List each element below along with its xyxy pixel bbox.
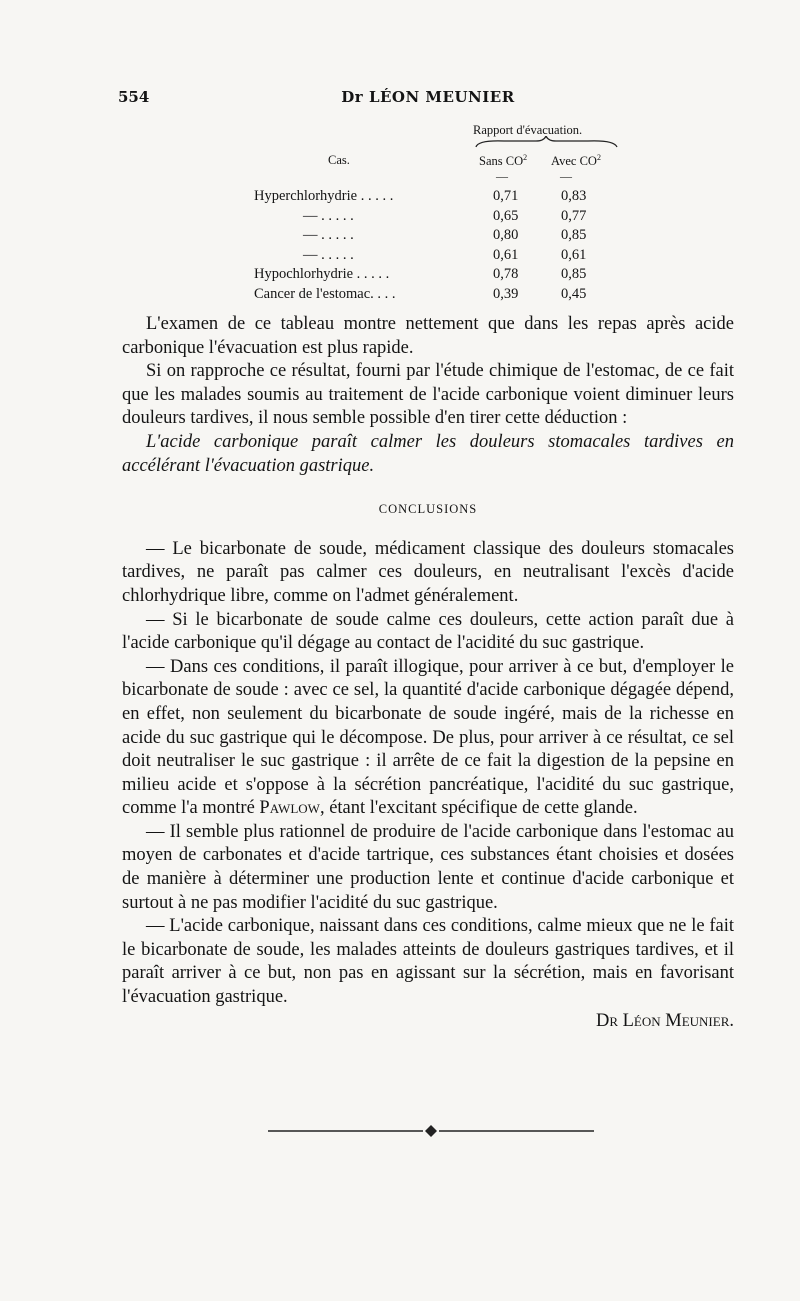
table-body bbox=[248, 188, 618, 305]
paragraph: Si on rapproche ce résultat, fourni par l'étude chimique de l'estomac, de ce fait que les malades soumis au traitement de l'acide carbonique voient diminuer leurs douleurs tardives, il nous semble possible d'en tirer cette déduction : bbox=[122, 361, 734, 429]
header-dash: — bbox=[560, 169, 572, 183]
author-surname: LÉON MEUNIER bbox=[368, 88, 515, 106]
paragraph: L'examen de ce tableau montre nettement que dans les repas après acide carbonique l'évacuation est plus rapide. bbox=[122, 314, 734, 358]
table-row: — . . . . . 0,65 0,77 bbox=[303, 207, 587, 224]
conclusion-statement: L'acide carbonique paraît calmer les douleurs stomacales tardives en accélérant l'évacuation gastrique. bbox=[122, 431, 734, 476]
table-row: — . . . . . 0,80 0,85 bbox=[303, 227, 587, 243]
sans-co2-header: Sans $CO^2$ bbox=[479, 153, 528, 169]
conclusion-item: — Dans ces conditions, il paraît illogique, pour arriver à ce but, d'employer le bicarbonate de soude : avec ce sel, la quantité d'acide carbonique dégagée dépend, en effet, non seulement du bicarbonate de soude ingéré, mais de la richesse en acide du suc gastrique qui le décompose. De plus, pour arriver à ce résultat, ce sel doit neutraliser le suc gastrique : il arrête de ce fait la digestion de la pepsine en milieu acide et s'oppose à la sécrétion pancréatique, l'acidité du suc gastrique, comme l'a montré Pawlow, étant l'excitant spécifique de cette glande. bbox=[122, 656, 734, 819]
avec-co2-header: Avec $CO^2$ bbox=[551, 153, 601, 169]
conclusion-item: — Il semble plus rationnel de produire de l'acide carbonique dans l'estomac au moyen de carbonates et d'acide tartrique, ces substances étant choisies et dosées de manière à déterminer une production lente et continue d'acide carbonique et surtout à ne pas modifier l'acidité du suc gastrique. bbox=[122, 821, 734, 913]
table-row: Cancer de l'estomac. . . . 0,39 0,45 bbox=[254, 285, 587, 302]
page-header bbox=[118, 88, 738, 110]
running-head bbox=[118, 88, 738, 106]
header-dash: — bbox=[496, 169, 508, 183]
signature: Dr Léon Meunier. bbox=[595, 1010, 734, 1031]
brace-icon bbox=[474, 136, 619, 148]
table-row: Hypochlorhydrie . . . . . 0,78 0,85 bbox=[254, 266, 587, 282]
section-title: CONCLUSIONS bbox=[378, 502, 478, 517]
ornamental-divider bbox=[268, 1122, 594, 1140]
conclusion-item: — Le bicarbonate de soude, médicament classique des douleurs stomacales tardives, ne paraît pas calmer ces douleurs, en neutralisant l'excès d'acide chlorhydrique libre, comme on l'admet généralement. bbox=[122, 538, 734, 606]
table-row: — . . . . . 0,61 0,61 bbox=[303, 246, 587, 263]
author-name: Dr bbox=[341, 88, 364, 106]
table-row: Hyperchlorhydrie . . . . . 0,71 0,83 bbox=[254, 188, 587, 204]
cited-author: Pawlow bbox=[259, 798, 320, 819]
page-number: 554 bbox=[118, 88, 150, 106]
table-group-header: Rapport d'évacuation. bbox=[473, 123, 583, 137]
body-text bbox=[122, 313, 734, 1033]
conclusion-item: — L'acide carbonique, naissant dans ces conditions, calme mieux que ne le fait le bicarbonate de soude, les malades atteints de douleurs gastriques tardives, et il paraît arriver à ce but, non pas en agissant sur la sécrétion, mais en favorisant l'évacuation gastrique. bbox=[122, 916, 734, 1008]
case-column-header: Cas. bbox=[328, 153, 350, 167]
conclusion-item: — Si le bicarbonate de soude calme ces douleurs, cette action paraît due à l'acide carbonique qu'il dégage au contact de l'acidité du suc gastrique. bbox=[122, 609, 734, 654]
